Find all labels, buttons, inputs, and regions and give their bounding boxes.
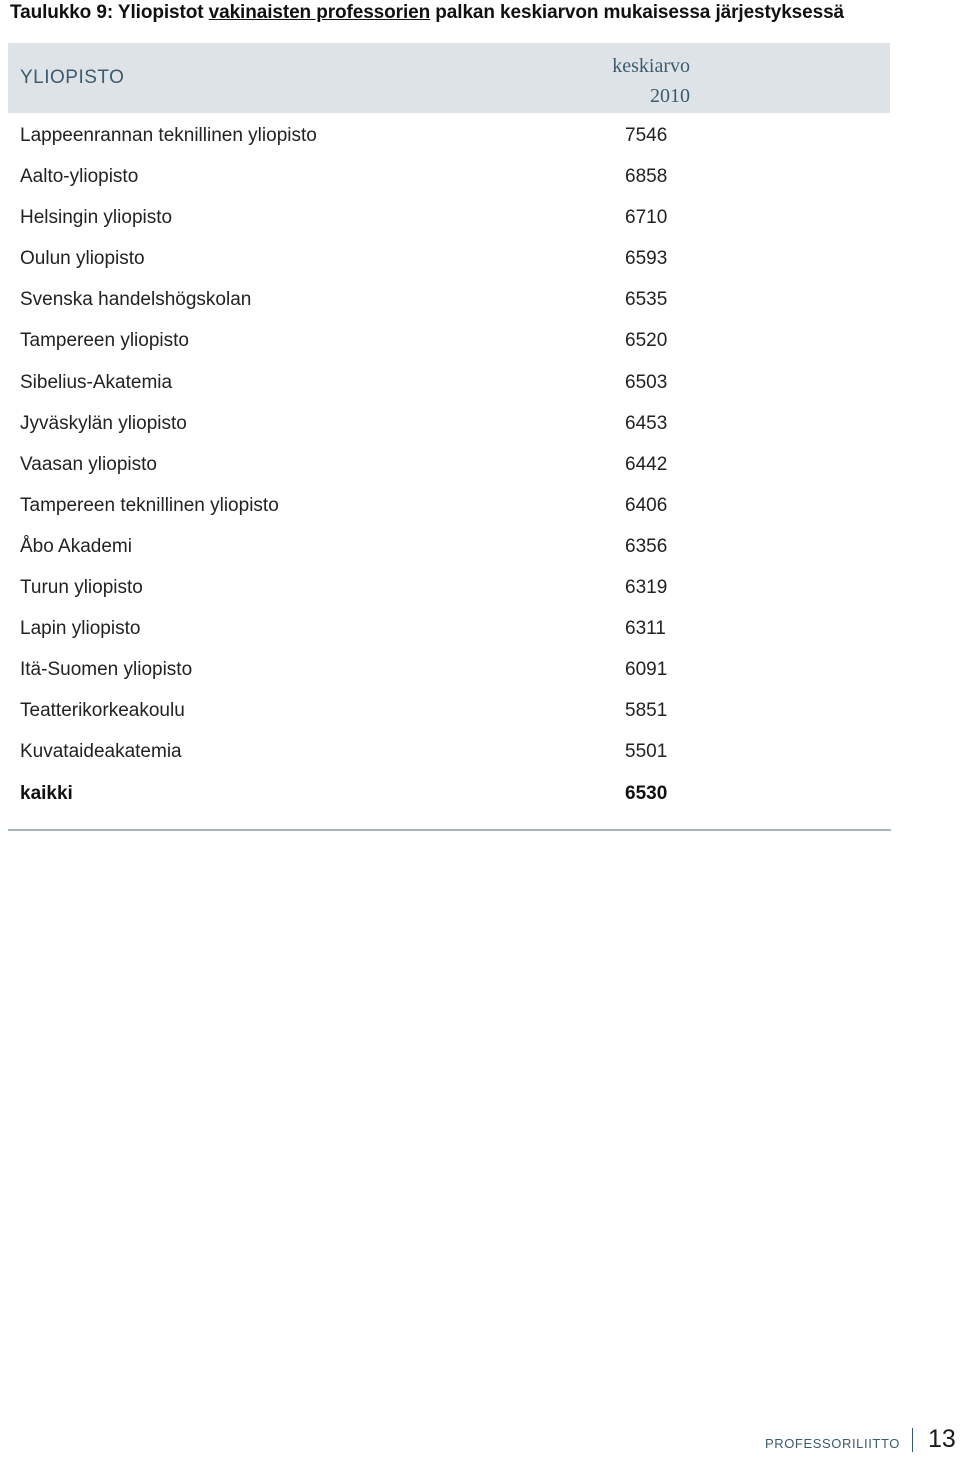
table-total-row (8, 777, 890, 818)
table-row (8, 571, 890, 612)
average-salary: 6453 (625, 412, 668, 434)
table-row (8, 612, 890, 653)
average-salary: 6710 (625, 207, 668, 229)
university-name: Tampereen teknillinen yliopisto (20, 494, 279, 516)
column-header-average (612, 51, 690, 111)
table-row (8, 530, 890, 571)
table-row (8, 448, 890, 489)
average-salary: 5501 (625, 741, 668, 763)
caption-underlined: vakinaisten professorien (208, 2, 431, 23)
table-row (8, 242, 890, 283)
average-salary: 6593 (625, 248, 668, 270)
total-label: kaikki (20, 782, 73, 804)
university-name: Åbo Akademi (20, 535, 132, 557)
average-salary: 6311 (625, 618, 666, 640)
table-row (8, 201, 890, 242)
university-name: Turun yliopisto (20, 577, 143, 599)
table-row (8, 694, 890, 735)
table-row (8, 653, 890, 694)
university-name: Svenska handelshögskolan (20, 289, 252, 311)
total-value: 6530 (625, 782, 668, 804)
caption-suffix: palkan keskiarvon mukaisessa järjestyksessä (430, 2, 844, 23)
table-row (8, 324, 890, 365)
university-name: Helsingin yliopisto (20, 207, 173, 229)
table-bottom-rule (8, 829, 891, 831)
average-salary: 5851 (625, 700, 668, 722)
average-salary: 6858 (625, 166, 668, 188)
table-caption (10, 2, 844, 24)
average-salary: 6356 (625, 535, 668, 557)
table-body (8, 113, 890, 818)
table-row (8, 735, 890, 776)
table-row (8, 119, 890, 160)
footer-brand: PROFESSORILIITTO (764, 1436, 900, 1451)
salary-table (8, 43, 890, 818)
university-name: Sibelius-Akatemia (20, 371, 173, 393)
university-name: Lapin yliopisto (20, 618, 141, 640)
column-header-average-label: keskiarvo (612, 55, 690, 77)
average-salary: 6406 (625, 494, 668, 516)
university-name: Teatterikorkeakoulu (20, 700, 185, 722)
university-name: Itä-Suomen yliopisto (20, 659, 193, 681)
average-salary: 6319 (625, 577, 668, 599)
footer-separator (912, 1428, 913, 1452)
page-number: 13 (928, 1425, 956, 1453)
university-name: Lappeenrannan teknillinen yliopisto (20, 125, 317, 146)
table-row (8, 407, 890, 448)
average-salary: 6535 (625, 289, 668, 311)
table-row (8, 283, 890, 324)
table-header (8, 43, 890, 113)
university-name: Aalto-yliopisto (20, 166, 139, 188)
average-salary: 6442 (625, 453, 668, 475)
university-name: Vaasan yliopisto (20, 453, 157, 475)
university-name: Kuvataideakatemia (20, 741, 182, 763)
table-row (8, 366, 890, 407)
table-row (8, 160, 890, 201)
column-header-university: YLIOPISTO (20, 67, 125, 88)
caption-prefix: Taulukko 9: Yliopistot (10, 2, 209, 23)
table-row (8, 489, 890, 530)
average-salary: 6520 (625, 330, 668, 352)
column-header-year: 2010 (650, 85, 690, 107)
average-salary: 6503 (625, 371, 668, 393)
university-name: Jyväskylän yliopisto (20, 412, 187, 434)
university-name: Oulun yliopisto (20, 248, 145, 270)
university-name: Tampereen yliopisto (20, 330, 189, 352)
average-salary: 6091 (625, 659, 668, 681)
average-salary: 7546 (625, 125, 668, 146)
